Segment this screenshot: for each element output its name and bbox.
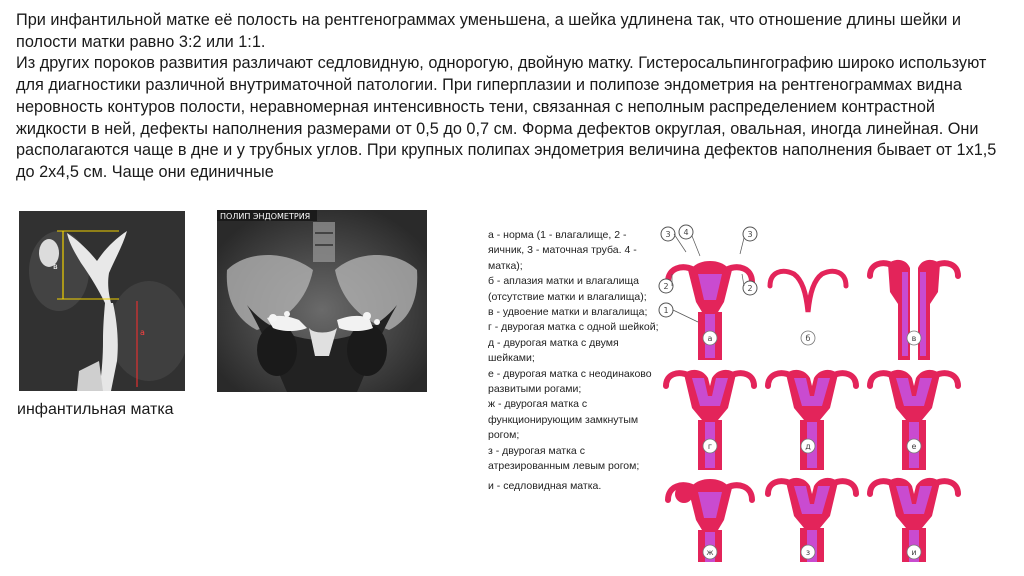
legend-item: а - норма (1 - влагалище, 2 - яичник, 3 - маточная труба. 4 - матка);	[488, 229, 637, 272]
uterine-malformation-diagrams	[656, 222, 964, 562]
legend-item: ж - двурогая матка с функционирующим замкнутым рогом;	[488, 398, 639, 442]
legend-item: д - двурогая матка с двумя шейками;	[488, 336, 619, 365]
diagram-label: и	[911, 548, 917, 557]
legend-item: б - аплазия матки и влагалища (отсутствие матки и влагалища);	[488, 275, 647, 303]
diagram-label: г	[707, 442, 713, 451]
diagram-bicornuate-unequal-horns	[870, 370, 958, 470]
legend-item: з - двурогая матка с атрезированным левым рогом;	[488, 444, 640, 473]
diagram-label: з	[805, 548, 811, 557]
callout-number: 2	[663, 282, 669, 291]
diagram-bicornuate-one-cervix	[666, 370, 754, 470]
callout-number: 3	[665, 230, 671, 239]
xray-infantile-uterus	[19, 211, 185, 391]
diagram-label: а	[707, 334, 713, 343]
paragraph-malformations: Из других пороков развития различают седловидную, однорогую, двойную матку. Гистеросальпингографию широко используют для диагностики различной внутриматочной патологии. При гиперплазии и полипозе эндометрия на рентгенограммах видна неровность контуров полости, неравномерная интенсивность тени, связанная с неполным распределением контрастной жидкости в ней, дефекты наполнения размерами от 0,5 до 0,7 см. Форма дефектов округлая, овальная, иногда линейная. Они располагаются чаще в дне и у трубных углов. При крупных полипах эндометрия величина дефектов наполнения бывает от 1х1,5 до 2х4,5 см. Чаще они единичные	[16, 54, 997, 181]
legend-item: е - двурогая матка с неодинаково развитыми рогами;	[488, 367, 652, 396]
diagram-label: д	[805, 442, 811, 451]
diagram-label: в	[911, 334, 917, 343]
callout-number: 2	[747, 284, 753, 293]
caption-infantile-uterus: инфантильная матка	[17, 401, 174, 418]
callout-number: 3	[747, 230, 753, 239]
xray-marker-label-a: а	[140, 328, 145, 337]
callout-number: 1	[663, 306, 669, 315]
malformation-legend	[488, 228, 662, 494]
diagram-bicornuate-two-cervices	[768, 370, 856, 470]
xray-title: ПОЛИП ЭНДОМЕТРИЯ	[220, 212, 311, 221]
diagram-label: б	[805, 334, 811, 343]
diagram-normal-uterus	[668, 264, 752, 360]
callout-number: 4	[683, 228, 689, 237]
legend-item: г - двурогая матка с одной шейкой;	[488, 321, 659, 334]
xray-marker-label-v: в	[53, 262, 58, 271]
diagram-aplasia	[770, 271, 846, 312]
legend-item: в - удвоение матки и влагалища;	[488, 306, 648, 319]
main-text	[16, 10, 1006, 184]
diagram-label: е	[911, 442, 917, 451]
diagram-label: ж	[706, 548, 714, 557]
paragraph-infantile-uterus: При инфантильной матке её полость на рентгенограммах уменьшена, а шейка удлинена так, что отношение длины шейки и полости матки равно 3:2 или 1:1.	[16, 11, 962, 51]
legend-item: и - седловидная матка.	[488, 479, 602, 492]
xray-endometrial-polyp	[217, 210, 427, 392]
